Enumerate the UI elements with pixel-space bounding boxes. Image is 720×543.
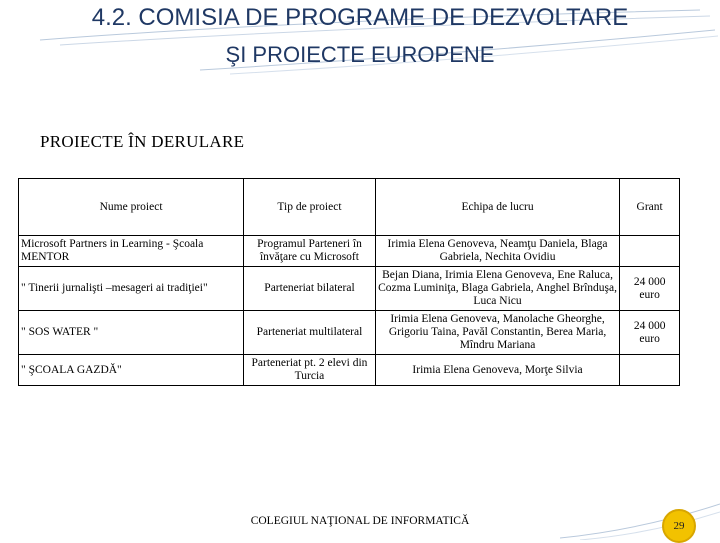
project-name: Microsoft Partners in Learning - Şcoala MENTOR [19, 236, 244, 267]
project-grant [620, 236, 680, 267]
project-type: Parteneriat pt. 2 elevi din Turcia [244, 355, 376, 386]
project-grant: 24 000 euro [620, 267, 680, 311]
project-grant [620, 355, 680, 386]
table-header-row [19, 179, 680, 236]
page-number-badge: 29 [662, 509, 696, 543]
project-team: Irimia Elena Genoveva, Morţe Silvia [375, 355, 619, 386]
project-name: " ŞCOALA GAZDĂ" [19, 355, 244, 386]
header-project-name: Nume proiect [19, 179, 244, 236]
footer-school-name: COLEGIUL NAŢIONAL DE INFORMATICĂ [250, 515, 470, 527]
table-row [19, 236, 680, 267]
header-project-type: Tip de proiect [244, 179, 376, 236]
header-team: Echipa de lucru [375, 179, 619, 236]
project-type: Programul Parteneri în învăţare cu Microsoft [244, 236, 376, 267]
project-team: Irimia Elena Genoveva, Manolache Gheorghe, Grigoriu Taina, Pavăl Constantin, Berea Maria, Mîndru Mariana [375, 311, 619, 355]
project-type: Parteneriat bilateral [244, 267, 376, 311]
table-row [19, 311, 680, 355]
page-title-line1: 4.2. COMISIA DE PROGRAME DE DEZVOLTARE [91, 4, 629, 31]
page-title-line2: ŞI PROIECTE EUROPENE [225, 42, 495, 67]
project-team: Bejan Diana, Irimia Elena Genoveva, Ene Raluca, Cozma Luminiţa, Blaga Gabriela, Anghel Brînduşa, Luca Nicu [375, 267, 619, 311]
projects-table [18, 178, 680, 386]
section-subtitle: PROIECTE ÎN DERULARE [40, 132, 245, 151]
table-row [19, 267, 680, 311]
project-team: Irimia Elena Genoveva, Neamţu Daniela, Blaga Gabriela, Nechita Ovidiu [375, 236, 619, 267]
project-grant: 24 000 euro [620, 311, 680, 355]
project-name: " SOS WATER " [19, 311, 244, 355]
project-name: " Tinerii jurnalişti –mesageri ai tradiţiei" [19, 267, 244, 311]
table-row [19, 355, 680, 386]
project-type: Parteneriat multilateral [244, 311, 376, 355]
header-grant: Grant [620, 179, 680, 236]
